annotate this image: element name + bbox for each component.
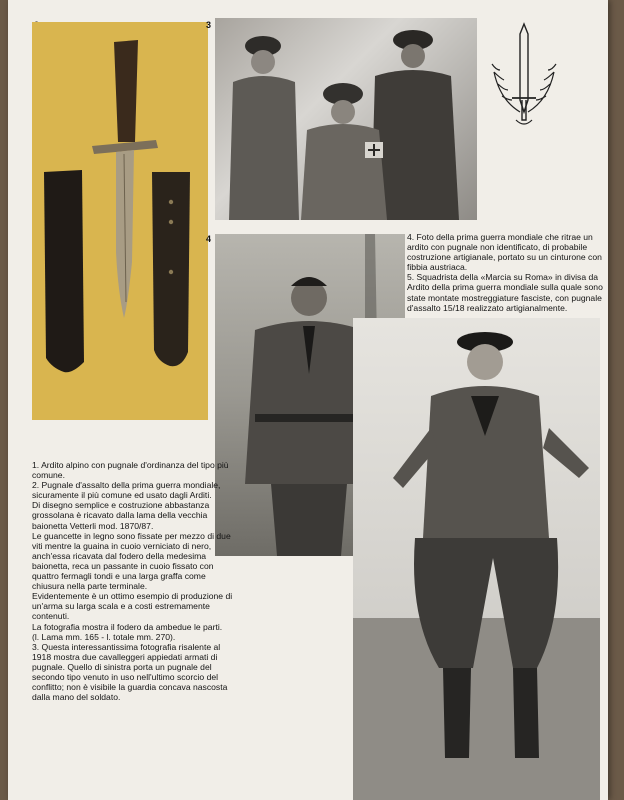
caption-item-3: 3. Questa interessantissima fotografia risalente al 1918 mostra due cavalleggeri appiedati armati di pugnale. Quello di sinistra porta un pugnale del secondo tipo venuto in uso nell'ultimo scorcio del conflitto; non è visibile la guardia concava nascosta dalla mano del soldato. (32, 641, 228, 703)
squadrista-illustration (353, 318, 600, 800)
right-caption-column (407, 232, 607, 313)
soldiers-group-illustration (215, 18, 477, 220)
caption-item-2-dimensions: (l. Lama mm. 165 - l. totale mm. 270). (32, 631, 176, 642)
caption-item-2-production: Evidentemente è un ottimo esempio di produzione di un'arma su larga scala e a costi estremamente contenuti. (32, 591, 233, 622)
caption-item-1: 1. Ardito alpino con pugnale d'ordinanza del tipo più comune. (32, 460, 229, 481)
figure-number-3: 3 (206, 20, 212, 30)
caption-item-4: 4. Foto della prima guerra mondiale che ritrae un ardito con pugnale non identificato, di probabile costruzione artigianale, portato su un cinturone con fibbia austriaca. (407, 232, 602, 273)
dagger-scabbard-photo (32, 22, 208, 420)
caption-item-2-handle: Le guancette in legno sono fissate per mezzo di due viti mentre la guaina in cuoio verniciato di nero, anch'essa ricavata dal fodero della medesima baionetta, reca un passante in cuoio fissato con quattro fermagli tondi e una larga graffa come chiusura nella parte terminale. (32, 530, 231, 592)
dagger-illustration (32, 22, 208, 420)
three-soldiers-photo (215, 18, 477, 220)
caption-item-2-photo-note: La fotografia mostra il fodero da ambedue le parti. (32, 621, 223, 632)
left-caption-column (32, 460, 240, 702)
magazine-page (8, 0, 608, 800)
squadrista-portrait-photo (353, 318, 600, 800)
caption-item-5: 5. Squadrista della «Marcia su Roma» in divisa da Ardito della prima guerra mondiale sulla quale sono state montate mostreggiature fasciste, con pugnale d'assalto 15/18 realizzato artigianalmente. (407, 272, 603, 313)
caption-item-2: 2. Pugnale d'assalto della prima guerra mondiale, sicuramente il più comune ed usato dagli Arditi. (32, 480, 221, 501)
caption-item-2-design: Di disegno semplice e costruzione abbastanza grossolana è ricavato dalla lama della vecchia baionetta Vetterli mod. 1870/87. (32, 500, 210, 531)
dagger-laurel-emblem-icon (486, 20, 562, 132)
figure-number-4: 4 (206, 234, 212, 244)
